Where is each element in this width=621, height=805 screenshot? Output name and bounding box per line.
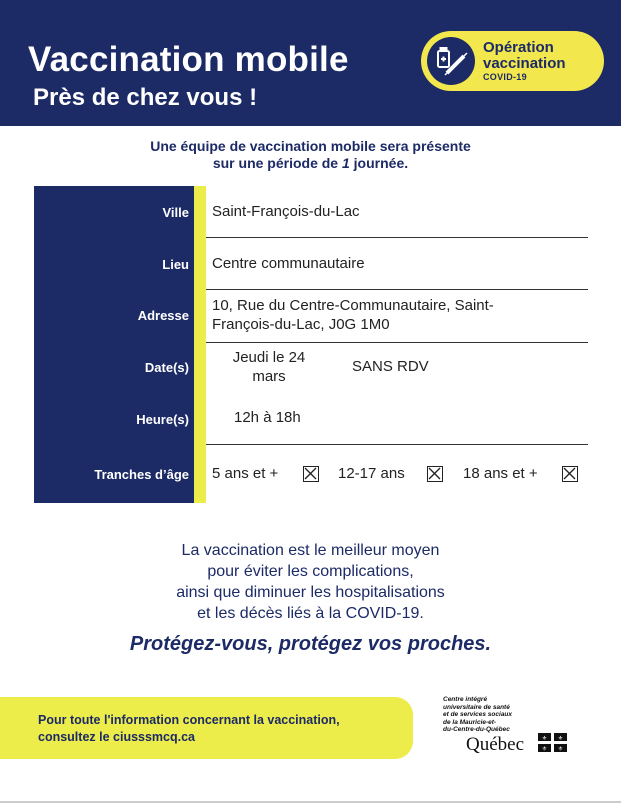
value-heures: 12h à 18h [234,409,301,426]
footer-line-2[interactable]: consultez le ciusssmcq.ca [38,730,196,744]
value-rdv: SANS RDV [352,358,429,375]
age-option-label: 5 ans et + [212,465,279,482]
message-line: La vaccination est le meilleur moyen [181,542,440,559]
value-adresse-line-1: 10, Rue du Centre-Communautaire, Saint- [212,297,494,314]
svg-text:⚜: ⚜ [557,745,564,752]
ciusss-line: universitaire de santé [443,703,510,711]
label-adresse: Adresse [137,308,189,323]
footer-text [38,712,408,746]
ciusss-line: Centre intégré [443,696,488,703]
label-lieu: Lieu [162,257,189,272]
value-date-line-1: Jeudi le 24 [232,349,306,366]
quebec-wordmark: Québec [466,734,525,755]
quebec-flag-icon [538,733,567,752]
label-dates: Date(s) [144,360,189,375]
intro-line-2-prefix: sur une période de [212,155,342,171]
ciusss-line: et de services sociaux [443,711,513,718]
badge-line-1: Opération [483,39,554,56]
row-divider [206,342,588,343]
ciusss-line: de la Mauricie-et- [443,718,497,726]
label-ville: Ville [162,205,189,220]
page-subtitle: Près de chez vous ! [33,84,258,111]
row-divider [206,289,588,290]
ciusss-line: du-Centre-du-Québec [443,726,510,733]
table-yellow-stripe [194,186,206,503]
row-divider [206,444,588,445]
page-title: Vaccination mobile [28,40,349,79]
intro-line-1: Une équipe de vaccination mobile sera présente [150,138,471,154]
intro-duration-number: 1 [341,155,350,171]
age-12-17-checkbox[interactable] [427,466,443,482]
svg-text:⚜: ⚜ [541,745,548,752]
vaccination-message [100,540,521,624]
syringe-vial-icon [427,37,475,85]
value-adresse-line-2: François-du-Lac, J0G 1M0 [212,316,390,333]
row-divider [206,237,588,238]
slogan: Protégez-vous, protégez vos proches. [129,633,492,655]
value-ville: Saint-François-du-Lac [212,203,360,220]
bottom-rule [0,801,621,803]
message-line: et les décès liés à la COVID-19. [197,605,424,622]
age-option-label: 12-17 ans [338,465,405,482]
svg-text:⚜: ⚜ [541,735,548,742]
label-heures: Heure(s) [136,412,189,427]
operation-vaccination-badge [421,31,604,91]
age-18-plus-checkbox[interactable] [562,466,578,482]
footer-line-1: Pour toute l'information concernant la vaccination, [38,713,340,727]
intro-line-2-suffix: journée. [349,155,409,171]
value-date-line-2: mars [252,368,286,385]
intro-text [80,138,541,172]
intro-line-2 [80,155,541,172]
value-lieu: Centre communautaire [212,255,365,272]
ciusss-logo-text [443,696,533,734]
message-line: pour éviter les complications, [207,563,414,580]
table-label-column [34,186,194,503]
badge-line-2: vaccination [483,55,566,72]
message-line: ainsi que diminuer les hospitalisations [176,584,445,601]
age-option-label: 18 ans et + [463,465,538,482]
label-tranches-age: Tranches d’âge [94,467,189,482]
svg-text:⚜: ⚜ [557,735,564,742]
age-5-plus-checkbox[interactable] [303,466,319,482]
badge-line-3: COVID-19 [483,72,527,82]
